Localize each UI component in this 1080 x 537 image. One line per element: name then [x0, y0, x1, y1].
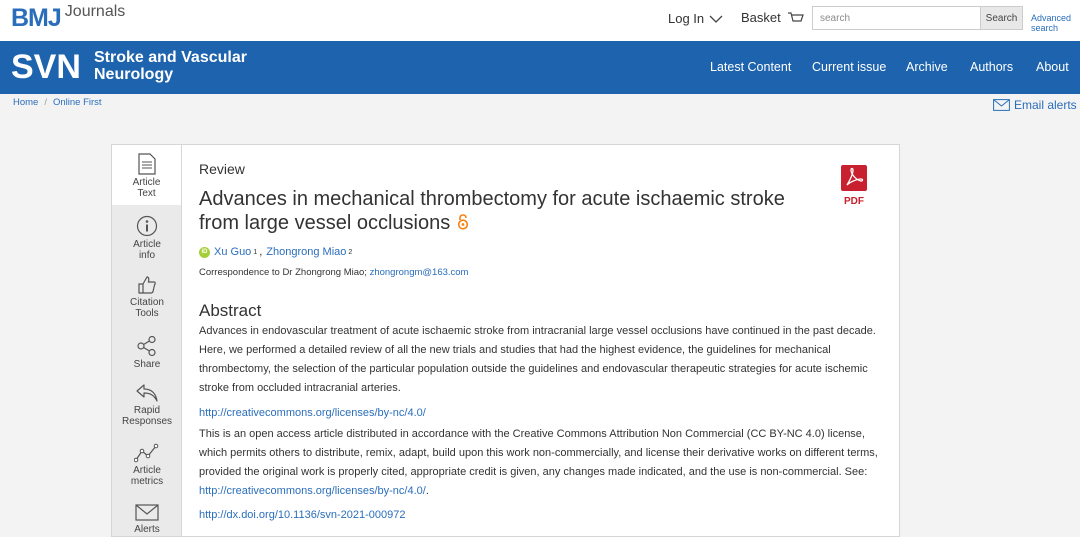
journals-wordmark: Journals	[64, 3, 126, 20]
search-bar	[812, 6, 1023, 30]
search-button[interactable]: Search	[980, 6, 1023, 30]
sidebar-item-article-text[interactable]	[112, 145, 182, 205]
author-link[interactable]: Zhongrong Miao	[266, 246, 347, 258]
journal-name-line1: Stroke and Vascular	[94, 49, 247, 66]
article-title	[199, 187, 819, 235]
doi-link[interactable]: http://dx.doi.org/10.1136/svn-2021-000972	[199, 509, 406, 521]
sidebar-item-citation-tools[interactable]	[112, 275, 182, 319]
share-icon	[136, 335, 158, 357]
journal-header	[0, 41, 1080, 94]
sidebar-item-article-metrics[interactable]	[112, 443, 182, 487]
envelope-icon	[993, 99, 1010, 111]
breadcrumb-online-first[interactable]: Online First	[52, 97, 102, 108]
journal-name-line2: Neurology	[94, 66, 174, 83]
license-text-end: .	[425, 485, 429, 497]
bmj-journals-logo[interactable]	[11, 3, 125, 33]
sidebar-label-line1: Article	[132, 177, 161, 188]
bmj-wordmark: BMJ	[11, 4, 61, 32]
document-icon	[138, 153, 156, 175]
nav-authors[interactable]: Authors	[970, 60, 1014, 74]
article-tools-sidebar	[111, 144, 181, 537]
sidebar-label-line2: Responses	[121, 416, 173, 427]
sidebar-label-line2: Text	[137, 188, 156, 199]
reply-icon	[135, 383, 159, 403]
license-inline-link[interactable]: http://creativecommons.org/licenses/by-nc/4.0/	[199, 485, 426, 497]
sidebar-item-share[interactable]	[112, 335, 182, 370]
article-title-text: Advances in mechanical thrombectomy for acute ischaemic stroke from large vessel occlusions	[199, 188, 785, 234]
breadcrumb-home[interactable]: Home	[13, 97, 39, 108]
search-input[interactable]	[812, 6, 980, 30]
sidebar-label-line1: Rapid	[133, 405, 161, 416]
sidebar-item-alerts[interactable]	[112, 504, 182, 535]
breadcrumb	[13, 97, 102, 108]
article-type: Review	[199, 161, 245, 177]
sidebar-label-line2: info	[138, 250, 156, 261]
author-affiliation: 2	[348, 248, 353, 256]
license-link[interactable]: http://creativecommons.org/licenses/by-nc/4.0/	[199, 407, 426, 419]
sidebar-label-line1: Article	[133, 465, 161, 476]
login-label: Log In	[668, 11, 705, 26]
top-bar	[0, 0, 1080, 41]
license-text	[199, 425, 884, 501]
pdf-label: PDF	[844, 196, 864, 207]
author-link[interactable]: Xu Guo	[214, 246, 252, 258]
correspondence	[199, 267, 468, 278]
advanced-search-link[interactable]: Advanced search	[1031, 13, 1072, 33]
thumbs-up-icon	[137, 275, 157, 295]
login-link[interactable]	[668, 11, 723, 26]
sidebar-label-line1: Article	[133, 239, 161, 250]
nav-about[interactable]: About	[1036, 60, 1069, 74]
abstract-text: Advances in endovascular treatment of acute ischaemic stroke from intracranial large vessel occlusions have continued in the past decade. Here, we performed a detailed review of all the new trials and studies that had the highest evidence, the guidelines for mechanical thrombectomy, the selection of the particular population outside the guidelines and endovascular therapeutic strategies for acute ischemic stroke from occluded intracranial arteries.	[199, 325, 876, 394]
orcid-icon[interactable]: iD	[199, 247, 210, 258]
sidebar-label-line1: Share	[133, 359, 161, 370]
author-separator: ,	[259, 246, 263, 258]
metrics-icon	[134, 443, 160, 463]
abstract-heading: Abstract	[199, 301, 262, 320]
sidebar-label-line2: Tools	[135, 308, 159, 319]
sidebar-item-article-info[interactable]	[112, 215, 182, 261]
basket-icon	[787, 11, 804, 24]
journal-abbrev-logo[interactable]: SVN	[11, 48, 81, 86]
info-icon	[136, 215, 158, 237]
nav-archive[interactable]: Archive	[906, 60, 948, 74]
sidebar-label-line1: Citation	[130, 297, 164, 308]
nav-current-issue[interactable]: Current issue	[812, 60, 887, 74]
chevron-down-icon	[709, 14, 723, 24]
nav-latest-content[interactable]: Latest Content	[710, 60, 792, 74]
author-affiliation: 1	[253, 248, 258, 256]
correspondence-email-link[interactable]: zhongrongm@163.com	[369, 267, 469, 278]
pdf-download-button[interactable]	[839, 165, 869, 207]
author-list	[199, 246, 352, 258]
breadcrumb-separator: /	[44, 97, 47, 108]
basket-label: Basket	[741, 10, 781, 25]
correspondence-prefix: Correspondence to Dr Zhongrong Miao;	[199, 267, 367, 278]
email-alerts-link[interactable]	[993, 98, 1077, 112]
sidebar-item-rapid-responses[interactable]	[112, 383, 182, 427]
sidebar-label-line2: metrics	[130, 476, 164, 487]
journal-name[interactable]	[94, 49, 247, 83]
article-panel	[181, 144, 900, 537]
envelope-icon	[135, 504, 159, 522]
sidebar-label-line1: Alerts	[134, 524, 160, 535]
basket-link[interactable]	[741, 10, 804, 25]
license-text-body: This is an open access article distributed in accordance with the Creative Commons Attribution Non Commercial (CC BY-NC 4.0) license, which permits others to distribute, remix, adapt, build upon this work non-commercially, and license their derivative works on different terms, provided the original work is properly cited, appropriate credit is given, any changes made indicated, and the use is non-commercial. See:	[199, 428, 878, 478]
open-access-icon	[457, 214, 469, 230]
email-alerts-label: Email alerts	[1014, 98, 1077, 112]
pdf-icon	[841, 165, 867, 191]
